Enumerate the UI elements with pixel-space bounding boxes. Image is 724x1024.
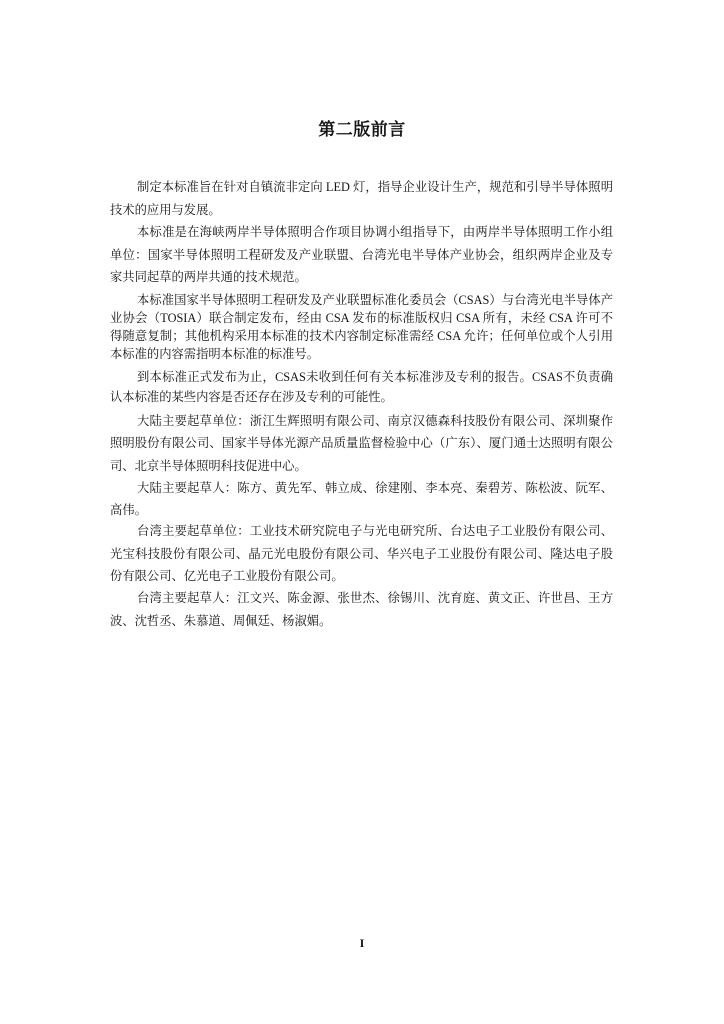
paragraph-line: 台湾主要起草单位：工业技术研究院电子与光电研究所、台达电子工业股份有限公司、 bbox=[137, 524, 613, 538]
paragraph-line: 光宝科技股份有限公司、晶元光电股份有限公司、华兴电子工业股份有限公司、隆达电子股 bbox=[110, 546, 613, 561]
paragraph-line: 波、沈哲丞、朱慕道、周佩廷、杨淑媚。 bbox=[110, 613, 332, 628]
paragraph-line: 技术的应用与发展。 bbox=[110, 202, 221, 217]
paragraph-purpose bbox=[110, 176, 613, 221]
paragraph-line: 制定本标准旨在针对自镇流非定向 LED 灯，指导企业设计生产，规范和引导半导体照明 bbox=[137, 180, 613, 194]
paragraph-patent-notice bbox=[110, 368, 613, 407]
paragraph-line: 业协会（TOSIA）联合制定发布，经由 CSA 发布的标准版权归 CSA 所有，未经 CSA 许可不 bbox=[110, 311, 613, 325]
paragraph-line: 认本标准的某些内容是否还存在涉及专利的可能性。 bbox=[110, 389, 393, 404]
paragraph-line: 份有限公司、亿光电子工业股份有限公司。 bbox=[110, 569, 344, 583]
paragraph-taiwan-drafting-units bbox=[110, 520, 613, 588]
paragraph-line: 大陆主要起草人：陈方、黄先军、韩立成、徐建刚、李本亮、秦碧芳、陈松波、阮军、 bbox=[137, 481, 613, 495]
page-number: I bbox=[359, 936, 365, 950]
paragraph-line: 司、北京半导体照明科技促进中心。 bbox=[110, 458, 307, 473]
paragraph-line: 得随意复制；其他机构采用本标准的技术内容制定标准需经 CSA 允许；任何单位或个人引用 bbox=[110, 329, 613, 343]
paragraph-line: 台湾主要起草人：江文兴、陈金源、张世杰、徐锡川、沈育庭、黄文正、许世昌、王方 bbox=[137, 591, 613, 605]
paragraph-line: 单位：国家半导体照明工程研发及产业联盟、台湾光电半导体产业协会，组织两岸企业及专 bbox=[110, 247, 613, 262]
paragraph-line: 高伟。 bbox=[110, 503, 147, 517]
paragraph-line: 照明股份有限公司、国家半导体光源产品质量监督检验中心（广东）、厦门通士达照明有限公 bbox=[110, 436, 613, 451]
page-title: 第二版前言 bbox=[318, 120, 406, 139]
paragraph-line: 到本标准正式发布为止，CSAS未收到任何有关本标准涉及专利的报告。CSAS不负责确 bbox=[137, 370, 613, 384]
paragraph-mainland-drafters bbox=[110, 477, 613, 521]
paragraph-taiwan-drafters bbox=[110, 587, 613, 632]
paragraph-background bbox=[110, 221, 613, 289]
paragraph-line: 大陆主要起草单位：浙江生辉照明有限公司、南京汉德森科技股份有限公司、深圳聚作 bbox=[137, 414, 613, 428]
paragraph-line: 本标准国家半导体照明工程研发及产业联盟标准化委员会（CSAS）与台湾光电半导体产 bbox=[137, 293, 613, 307]
paragraph-line: 本标准是在海峡两岸半导体照明合作项目协调小组指导下，由两岸半导体照明工作小组 bbox=[137, 225, 613, 239]
paragraph-mainland-drafting-units bbox=[110, 410, 613, 477]
paragraph-copyright bbox=[110, 291, 613, 363]
paragraph-line: 本标准的内容需指明本标准的标准号。 bbox=[110, 347, 320, 361]
paragraph-line: 家共同起草的两岸共通的技术规范。 bbox=[110, 270, 307, 284]
